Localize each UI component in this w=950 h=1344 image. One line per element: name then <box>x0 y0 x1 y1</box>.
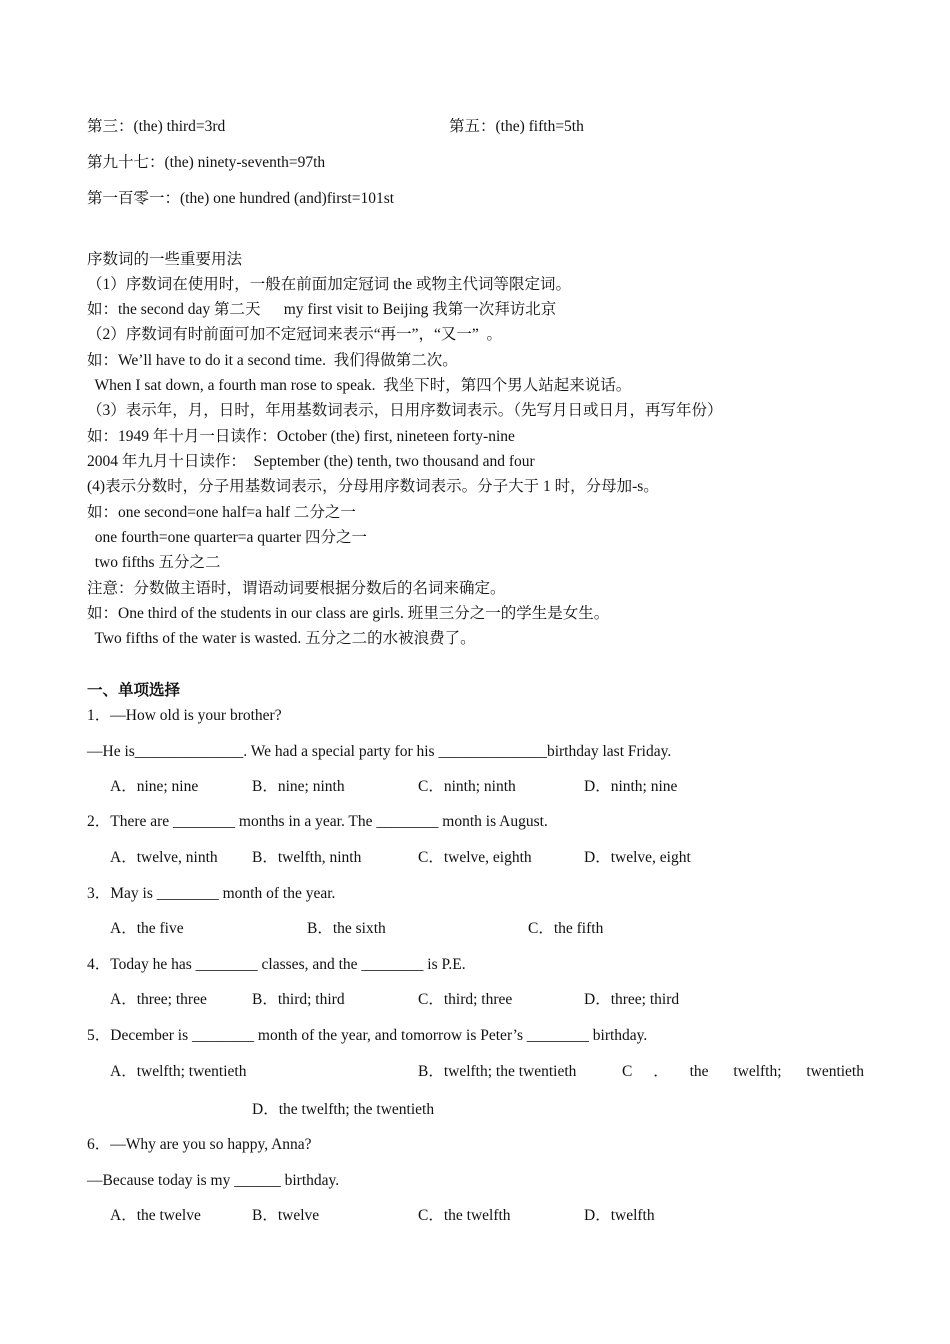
option-b[interactable]: B．the sixth <box>307 920 386 937</box>
option-a[interactable]: A．nine; nine <box>110 778 199 795</box>
option-b[interactable]: B．twelfth, ninth <box>252 849 362 866</box>
example-ninety-seventh: 第九十七：(the) ninety-seventh=97th <box>87 154 326 171</box>
usage-line: 如：one second=one half=a half 二分之一 <box>87 504 356 521</box>
option-d[interactable]: D．three; third <box>584 991 680 1008</box>
example-one-hundred-first: 第一百零一：(the) one hundred (and)first=101st <box>87 190 395 207</box>
option-a[interactable]: A．the twelve <box>110 1207 201 1224</box>
usage-line: （1）序数词在使用时，一般在前面加定冠词 the 或物主代词等限定词。 <box>87 276 571 293</box>
question-stem: 3．May is ________ month of the year. <box>87 885 336 902</box>
option-c[interactable]: C．third; three <box>418 991 513 1008</box>
question-stem: 4．Today he has ________ classes, and the ________ is P.E. <box>87 956 466 973</box>
question-stem: 5．December is ________ month of the year, and tomorrow is Peter’s ________ birthday. <box>87 1027 648 1044</box>
usage-line: 如：the second day 第二天 my first visit to Beijing 我第一次拜访北京 <box>87 301 557 318</box>
option-a[interactable]: A．the five <box>110 920 184 937</box>
option-c[interactable]: C．twelve, eighth <box>418 849 532 866</box>
question-stem: 2．There are ________ months in a year. The ________ month is August. <box>87 813 548 830</box>
usage-line: When I sat down, a fourth man rose to speak. 我坐下时，第四个男人站起来说话。 <box>87 377 632 394</box>
usage-line: Two fifths of the water is wasted. 五分之二的水被浪费了。 <box>87 630 476 647</box>
usage-line: 如：One third of the students in our class are girls. 班里三分之一的学生是女生。 <box>87 605 610 622</box>
option-d[interactable]: D．twelfth <box>584 1207 655 1224</box>
option-b[interactable]: B．third; third <box>252 991 345 1008</box>
option-b[interactable]: B．twelfth; the twentieth <box>418 1063 577 1080</box>
usage-line: （3）表示年，月，日时，年用基数词表示，日用序数词表示。（先写月日或日月，再写年份） <box>87 402 723 419</box>
option-d[interactable]: D．the twelfth; the twentieth <box>252 1101 435 1118</box>
option-c[interactable]: C．the twelfth <box>418 1207 511 1224</box>
option-d[interactable]: D．twelve, eight <box>584 849 691 866</box>
example-fifth: 第五：(the) fifth=5th <box>449 118 584 135</box>
usage-line: 2004 年九月十日读作： September (the) tenth, two thousand and four <box>87 453 535 470</box>
option-a[interactable]: A．twelfth; twentieth <box>110 1063 247 1080</box>
question-stem: 6．—Why are you so happy, Anna? <box>87 1136 312 1153</box>
question-stem-continued: —Because today is my ______ birthday. <box>87 1172 340 1189</box>
usage-line: 如：We’ll have to do it a second time. 我们得做第二次。 <box>87 352 458 369</box>
question-stem-continued: —He is______________. We had a special party for his ______________birthday last Friday. <box>87 743 672 760</box>
usage-line: one fourth=one quarter=a quarter 四分之一 <box>87 529 368 546</box>
usage-line: (4)表示分数时，分子用基数词表示，分母用序数词表示。分子大于 1 时，分母加-s。 <box>87 478 659 495</box>
usage-line: 如：1949 年十月一日读作：October (the) first, nineteen forty-nine <box>87 428 515 445</box>
section-title: 一、单项选择 <box>87 682 181 699</box>
option-b[interactable]: B．twelve <box>252 1207 320 1224</box>
usage-line: 注意：分数做主语时，谓语动词要根据分数后的名词来确定。 <box>87 580 506 597</box>
usage-line: （2）序数词有时前面可加不定冠词来表示“再一”，“又一” 。 <box>87 326 503 343</box>
option-c[interactable]: C．the twelfth; twentieth <box>622 1063 864 1080</box>
option-c[interactable]: C．ninth; ninth <box>418 778 516 795</box>
question-stem: 1．—How old is your brother? <box>87 707 282 724</box>
option-d[interactable]: D．ninth; nine <box>584 778 678 795</box>
option-b[interactable]: B．nine; ninth <box>252 778 345 795</box>
example-third: 第三：(the) third=3rd <box>87 118 226 135</box>
option-a[interactable]: A．three; three <box>110 991 207 1008</box>
option-c[interactable]: C．the fifth <box>528 920 604 937</box>
usage-line: two fifths 五分之二 <box>87 554 221 571</box>
usage-heading: 序数词的一些重要用法 <box>87 251 243 268</box>
option-a[interactable]: A．twelve, ninth <box>110 849 218 866</box>
